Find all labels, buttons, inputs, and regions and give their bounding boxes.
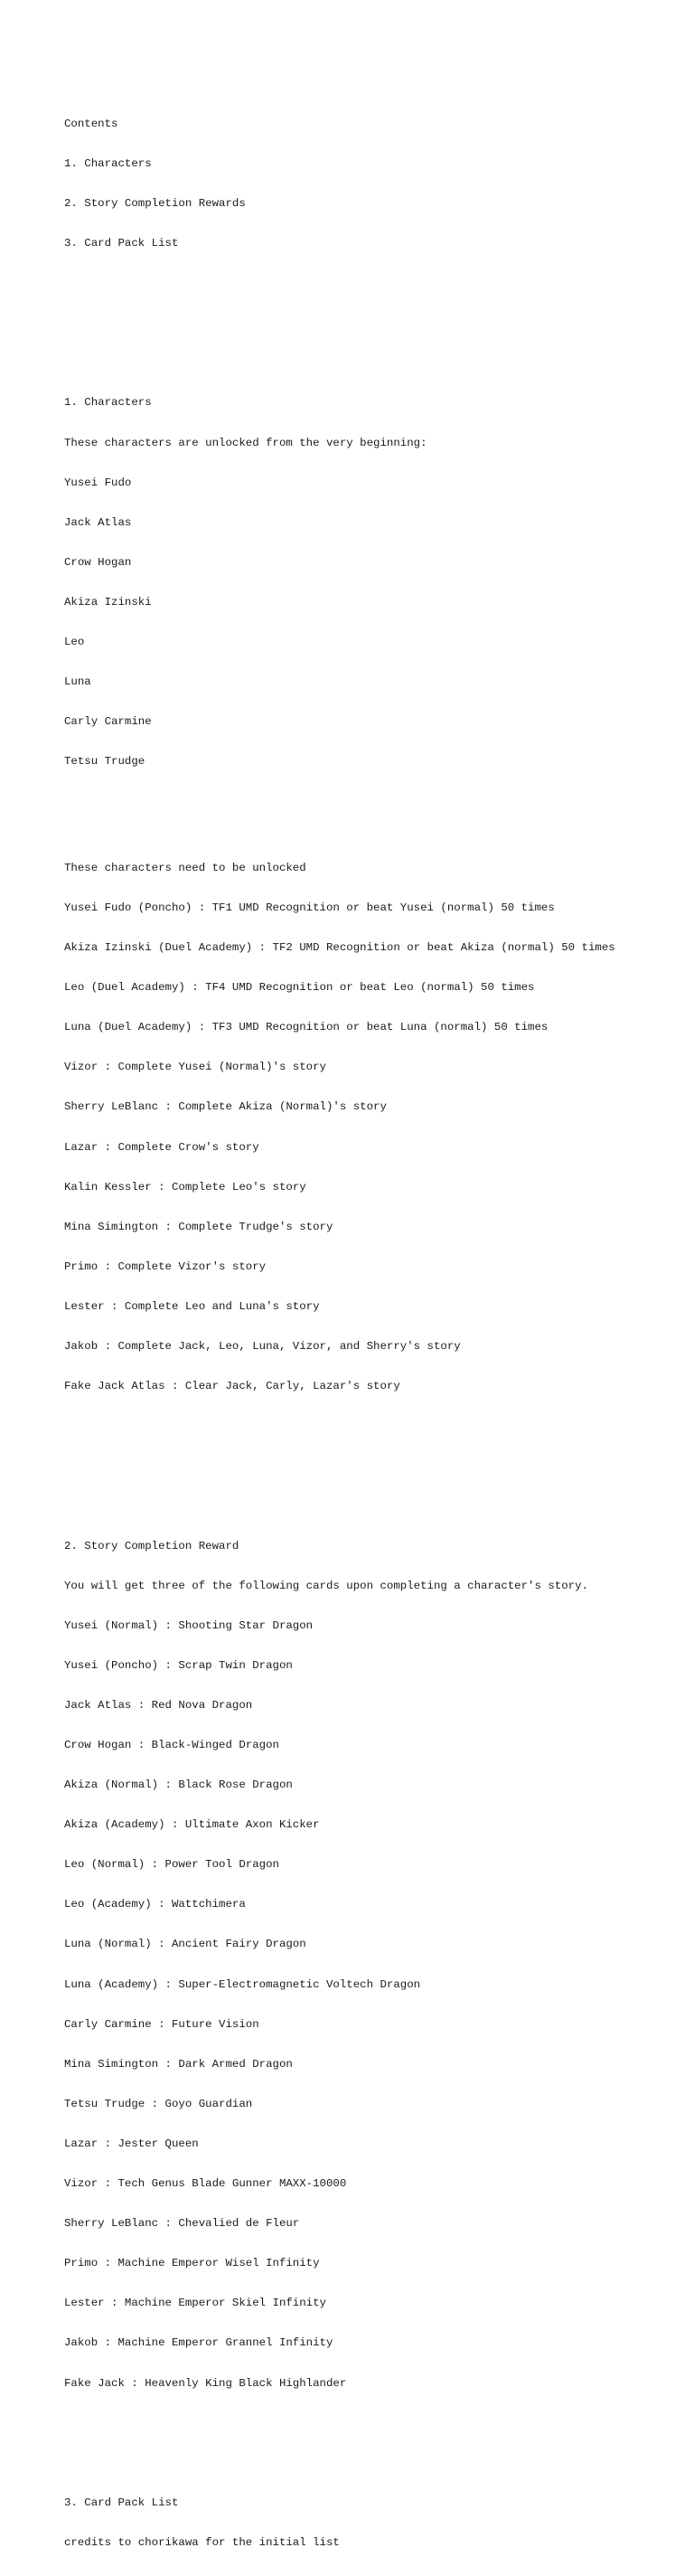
list-item: Lester : Machine Emperor Skiel Infinity: [64, 2297, 326, 2310]
list-item: Akiza Izinski (Duel Academy) : TF2 UMD Recognition or beat Akiza (normal) 50 times: [64, 941, 615, 955]
list-item: Tetsu Trudge : Goyo Guardian: [64, 2097, 253, 2110]
list-item: Fake Jack : Heavenly King Black Highlander: [64, 2376, 347, 2390]
list-item: Leo: [64, 636, 85, 649]
list-item: Carly Carmine : Future Vision: [64, 2017, 259, 2031]
contents-item: 3. Card Pack List: [64, 237, 179, 250]
list-item: Luna (Normal) : Ancient Fairy Dragon: [64, 1938, 306, 1951]
rewards-intro: You will get three of the following cards upon completing a character's story.: [64, 1579, 588, 1592]
list-item: Leo (Academy) : Wattchimera: [64, 1898, 246, 1911]
unlock-characters-intro: These characters need to be unlocked: [64, 861, 306, 874]
list-item: Mina Simington : Dark Armed Dragon: [64, 2057, 293, 2071]
section-heading-rewards: 2. Story Completion Reward: [64, 1539, 239, 1552]
list-item: Lester : Complete Leo and Luna's story: [64, 1299, 320, 1313]
spacer: [64, 1473, 679, 1486]
list-item: Fake Jack Atlas : Clear Jack, Carly, Lazar's story: [64, 1380, 400, 1393]
contents-item: 2. Story Completion Rewards: [64, 197, 246, 210]
list-item: Jakob : Complete Jack, Leo, Luna, Vizor, and Sherry's story: [64, 1340, 461, 1354]
spacer: [64, 2430, 679, 2443]
list-item: Sherry LeBlanc : Chevalied de Fleur: [64, 2217, 300, 2231]
list-item: Akiza Izinski: [64, 595, 152, 609]
list-item: Yusei (Poncho) : Scrap Twin Dragon: [64, 1658, 293, 1672]
list-item: Akiza (Normal) : Black Rose Dragon: [64, 1779, 293, 1792]
spacer: [64, 330, 679, 344]
section-heading-card-packs: 3. Card Pack List: [64, 2496, 179, 2509]
list-item: Luna (Duel Academy) : TF3 UMD Recognition or beat Luna (normal) 50 times: [64, 1021, 549, 1034]
list-item: Vizor : Tech Genus Blade Gunner MAXX-10000: [64, 2177, 347, 2191]
list-item: Mina Simington : Complete Trudge's story: [64, 1220, 333, 1233]
spacer: [64, 290, 679, 304]
section-heading-characters: 1. Characters: [64, 396, 152, 410]
document-page: [64, 64, 679, 2576]
spacer: [64, 1433, 679, 1447]
list-item: Carly Carmine: [64, 715, 152, 729]
list-item: Kalin Kessler : Complete Leo's story: [64, 1180, 306, 1194]
initial-characters-intro: These characters are unlocked from the very beginning:: [64, 436, 427, 449]
list-item: Akiza (Academy) : Ultimate Axon Kicker: [64, 1818, 320, 1832]
list-item: Primo : Machine Emperor Wisel Infinity: [64, 2257, 320, 2270]
list-item: Luna: [64, 675, 91, 689]
list-item: Crow Hogan: [64, 555, 132, 569]
list-item: Vizor : Complete Yusei (Normal)'s story: [64, 1061, 326, 1074]
list-item: Lazar : Jester Queen: [64, 2137, 199, 2150]
list-item: Yusei (Normal) : Shooting Star Dragon: [64, 1618, 314, 1632]
list-item: Primo : Complete Vizor's story: [64, 1260, 267, 1273]
list-item: Leo (Normal) : Power Tool Dragon: [64, 1858, 279, 1872]
contents-item: 1. Characters: [64, 156, 152, 170]
list-item: Yusei Fudo (Poncho) : TF1 UMD Recognition or beat Yusei (normal) 50 times: [64, 901, 555, 915]
list-item: Jakob : Machine Emperor Grannel Infinity: [64, 2336, 333, 2350]
list-item: Leo (Duel Academy) : TF4 UMD Recognition or beat Leo (normal) 50 times: [64, 981, 535, 995]
contents-heading: Contents: [64, 117, 118, 130]
list-item: Crow Hogan : Black-Winged Dragon: [64, 1739, 279, 1751]
card-packs-credits: credits to chorikawa for the initial list: [64, 2535, 340, 2549]
list-item: Sherry LeBlanc : Complete Akiza (Normal)'s story: [64, 1100, 387, 1114]
list-item: Jack Atlas: [64, 515, 132, 529]
spacer: [64, 808, 679, 822]
list-item: Lazar : Complete Crow's story: [64, 1140, 259, 1154]
list-item: Tetsu Trudge: [64, 755, 145, 769]
list-item: Yusei Fudo: [64, 476, 132, 489]
list-item: Jack Atlas : Red Nova Dragon: [64, 1698, 253, 1712]
list-item: Luna (Academy) : Super-Electromagnetic Voltech Dragon: [64, 1977, 421, 1991]
